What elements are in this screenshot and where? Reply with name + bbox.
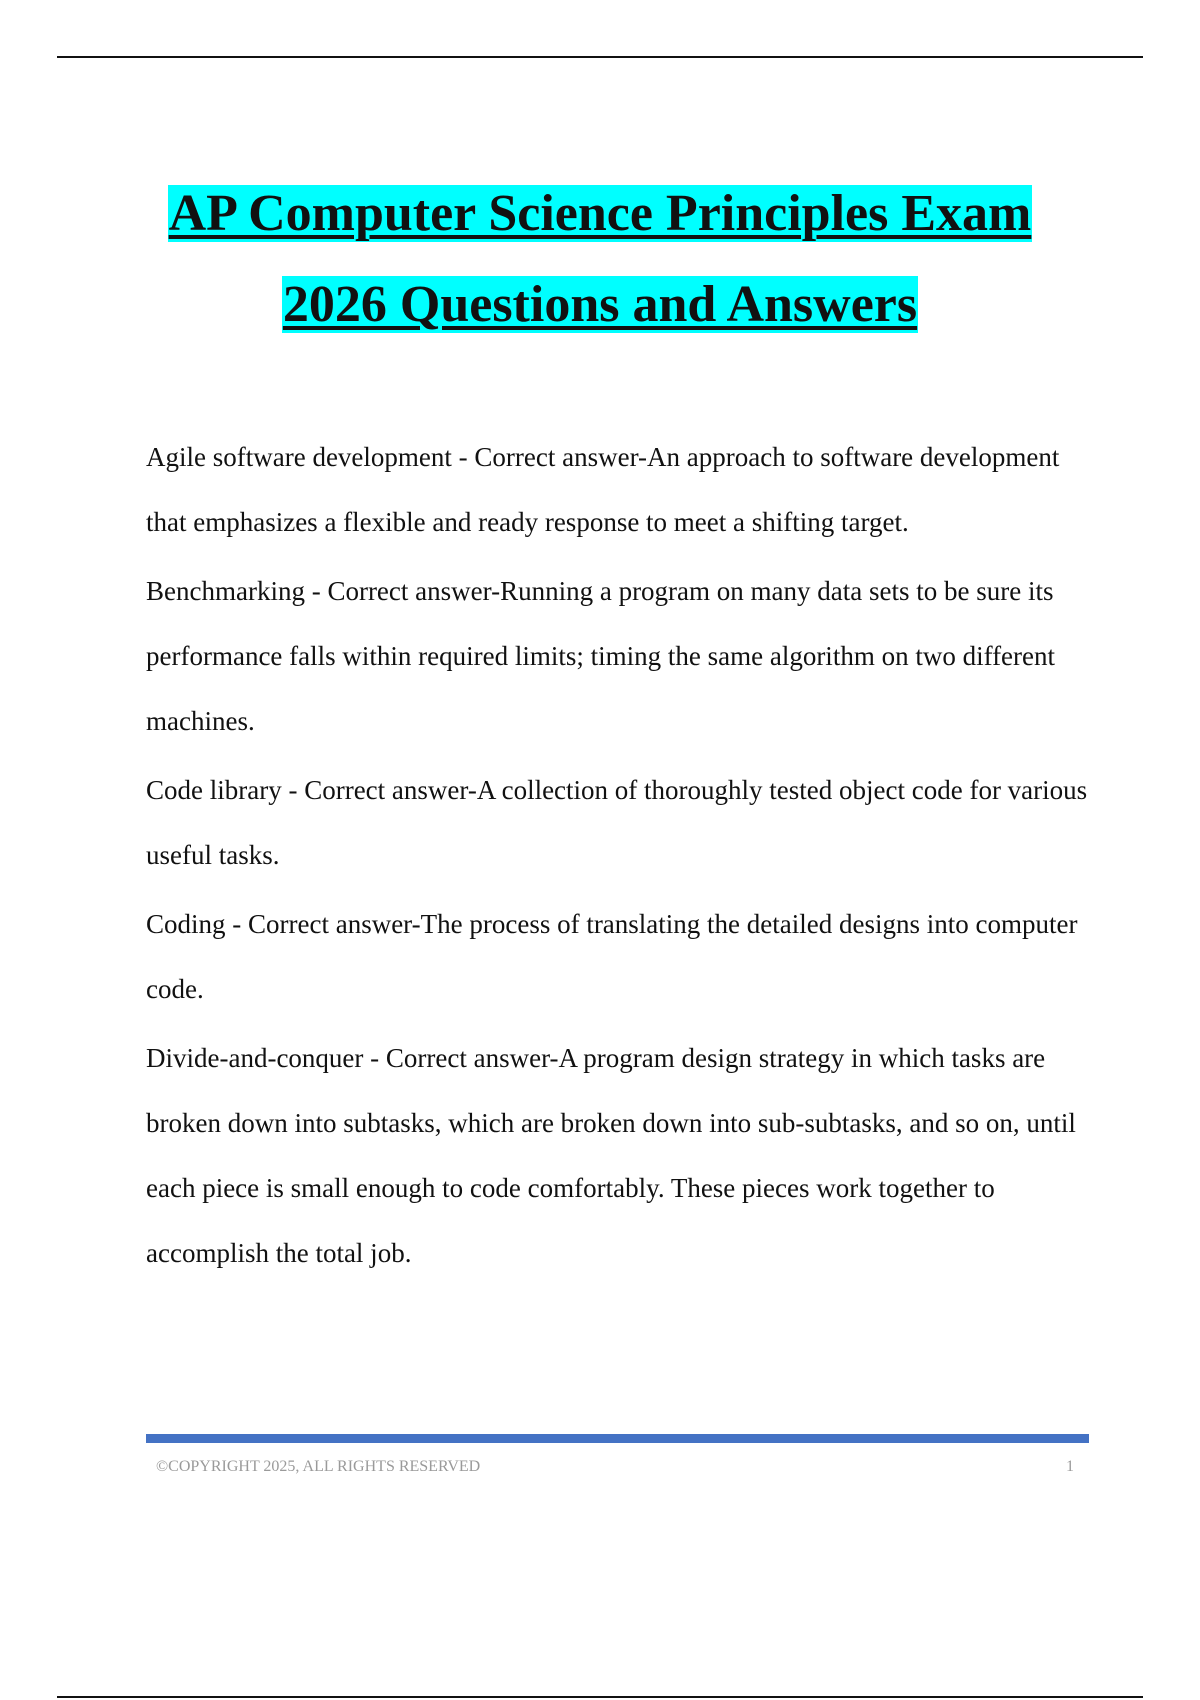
footer-copyright: ©COPYRIGHT 2025, ALL RIGHTS RESERVED [156, 1458, 481, 1475]
footer-divider [146, 1434, 1089, 1443]
qa-entry: Divide-and-conquer - Correct answer-A program design strategy in which tasks are broken down into subtasks, which are broken down into sub-subtasks, and so on, until each piece is small enough to code comfortably. These pieces work together to accomplish the total job. [146, 1043, 1076, 1268]
qa-entry: Coding - Correct answer-The process of translating the detailed designs into computer code. [146, 909, 1078, 1004]
title-line-1: AP Computer Science Principles Exam [168, 185, 1032, 242]
qa-entry: Code library - Correct answer-A collection of thoroughly tested object code for various useful tasks. [146, 775, 1088, 870]
title-line-2: 2026 Questions and Answers [282, 276, 918, 333]
qa-entry: Benchmarking - Correct answer-Running a program on many data sets to be sure its performance falls within required limits; timing the same algorithm on two different machines. [146, 576, 1056, 736]
qa-list [146, 437, 1098, 1302]
bottom-rule [57, 1696, 1143, 1698]
page-title [0, 168, 1200, 350]
page-number: 1 [1066, 1458, 1074, 1475]
top-rule [57, 56, 1143, 58]
qa-entry: Agile software development - Correct answer-An approach to software development that emphasizes a flexible and ready response to meet a shifting target. [146, 442, 1060, 537]
